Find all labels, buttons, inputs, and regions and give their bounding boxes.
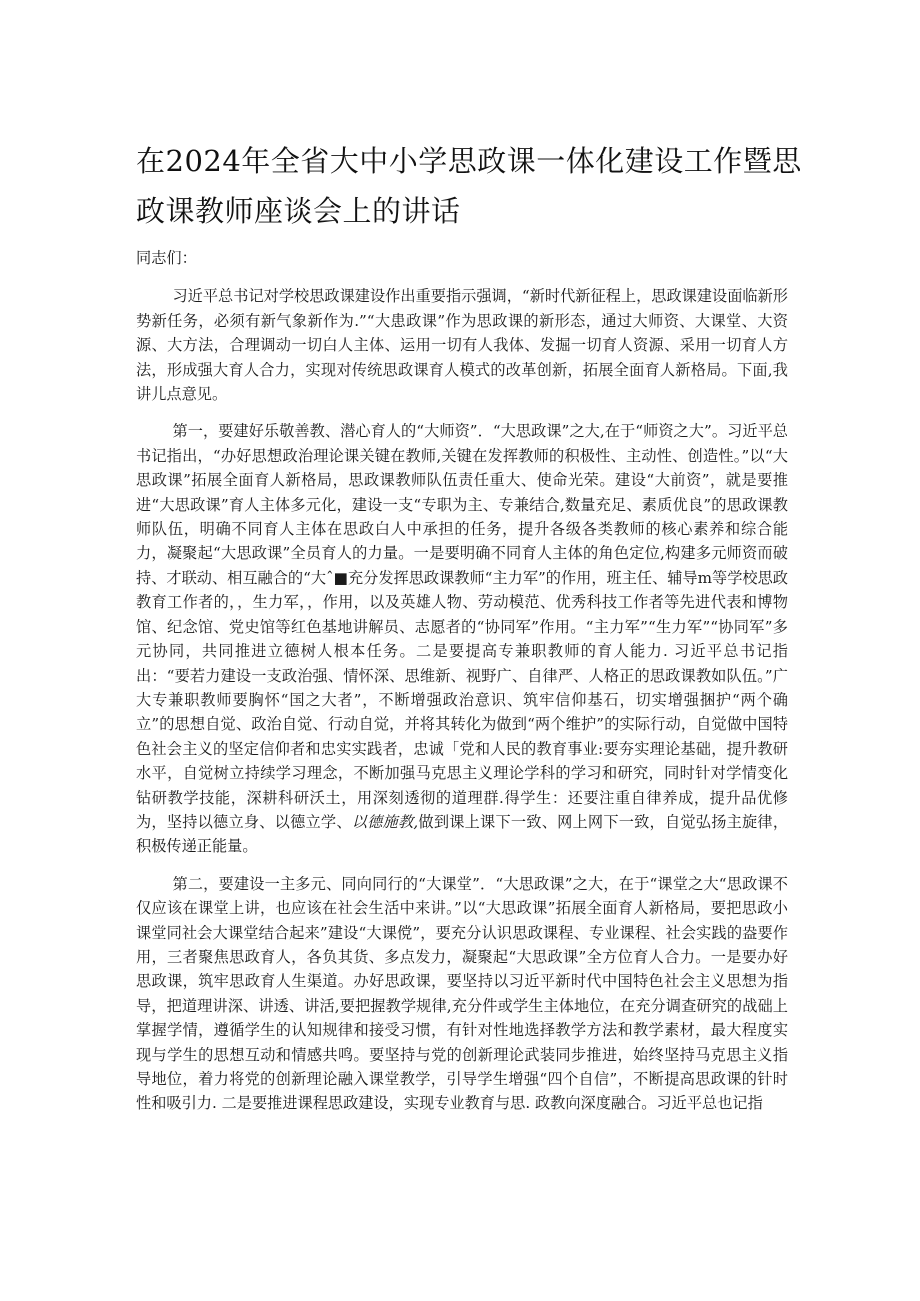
title-line-2: 政课教师座谈会上的讲话: [136, 194, 461, 228]
paragraph-first-point-text-a: 第一，要建好乐敬善教、潜心育人的“大师资”．“大思政课”之大,在于“师资之大”。习近平总书记指出，“办好思想政治理论课关键在教师,关键在发挥教师的积极性、主动性、创造性。”以“大思政课”拓展全面育人新格局，思政课教师队伍责任重大、使命光荣。建设“大前资”，就是要推进“大思政课”育人主体多元化，建设一支“专职为主、专兼结合,数量充足、素质优良”的思政课教师队伍，明确不同育人主体在思政白人中承担的任务，提升各级各类教师的核心素养和综合能力，凝聚起“大思政课”全员育人的力量。一是要明确不同育人主体的角色定位,构建多元师资而破持、才联动、相互融合的“大ˆ■充分发挥思政课教师“主力军”的作用，班主任、辅导m等学校思政教育工作者的，，生力军，，作用，以及英雄人物、劳动模范、优秀科技工作者等先进代表和博物馆、纪念馆、党史馆等红色基地讲解员、志愿者的“协同军”作用。“主力军”“生力军”“协同军”多元协同，共同推进立德树人根本任务。二是要提高专兼职教师的育人能力. 习近平总书记指出：“要若力建设一支政治强、情怀深、思维新、视野广、自律严、人格正的思政课教如队伍。”广大专兼职教师要胸怀“国之大者”，不断增强政治意识、筑牢信仰基石，切实增强捆护“两个确立”的思想自觉、政治自觉、行动自觉，并将其转化为做到“两个维护”的实际行动，自觉做中国特色社会主义的坚定信仰者和忠实实践者，忠诚「党和人民的教育事业:要夯实理论基础，提升教研水平，自觉树立持续学习理念，不断加强马克思主义理论学科的学习和研究，同时针对学情变化钻研教学技能，深耕科研沃土，用深刻透彻的道理群.得学生：还要注重自律养成，提升品优修为，坚持以德立身、以德立学、: [136, 422, 788, 831]
title-line-1: 在2024年全省大中小学思政课一体化建设工作暨思: [136, 144, 802, 178]
document-body: [136, 246, 788, 1129]
paragraph-first-point-emphasis: 以德施教,: [351, 812, 419, 831]
paragraph-first-point: [136, 419, 788, 858]
paragraph-first-point-text-b: 做到课上课下一致、网上网下一致，自觉弘扬主旋律，积极传递正能量。: [136, 812, 789, 856]
page-title: [136, 136, 802, 236]
paragraph-intro: 习近平总书记对学校思政课建设作出重要指示强调，“新时代新征程上，思政课建设面临新形势新任务，必须有新气象新作为.”“大患政课”作为思政课的新形态，通过大师资、大课堂、大资源、大方法，合理调动一切白人主体、运用一切有人我体、发掘一切育人资源、采用一切育人方法，形成强大育人合力，实现对传统思政课育人模式的改革创新，拓展全面育人新格局。下面,我讲儿点意见。: [136, 287, 788, 404]
salutation: 同志们：: [136, 249, 197, 267]
paragraph-second-point: 第二，要建设一主多元、同向同行的“大课堂”．“大思政课”之大，在于“课堂之大“思政课不仅应该在课堂上讲，也应该在社会生活中来讲。”以“大思政课”拓展全面育人新格局，要把思政小课堂同社会大课堂结合起来”建设“大课傥”，要充分认识思政课程、专业课程、社会实践的盎要作用，三者聚焦思政育人，各负其货、多点发力，凝聚起“大思政课”全方位育人合力。一是要办好思政课，筑牢思政育人生渠道。办好思政课，要坚持以习近平新时代中国特色社会主义思想为指导，把道理讲深、讲透、讲活,要把握教学规律,充分件或学生主体地位，在充分调查研究的战础上掌握学情，遵循学生的认知规律和接受习惯，有针对性地选择教学方法和教学素材，最大程度实现与学生的思想互动和情感共鸣。要坚持与党的创新理论武装同步推进，始终坚持马克思主义指导地位，着力将党的创新理论融入课堂教学，引导学生增强“四个自信”，不断提高思政课的针时性和吸引力. 二是要推进课程思政建设，实现专业教育与思. 政教向深度融合。习近平总也记指: [136, 874, 788, 1113]
